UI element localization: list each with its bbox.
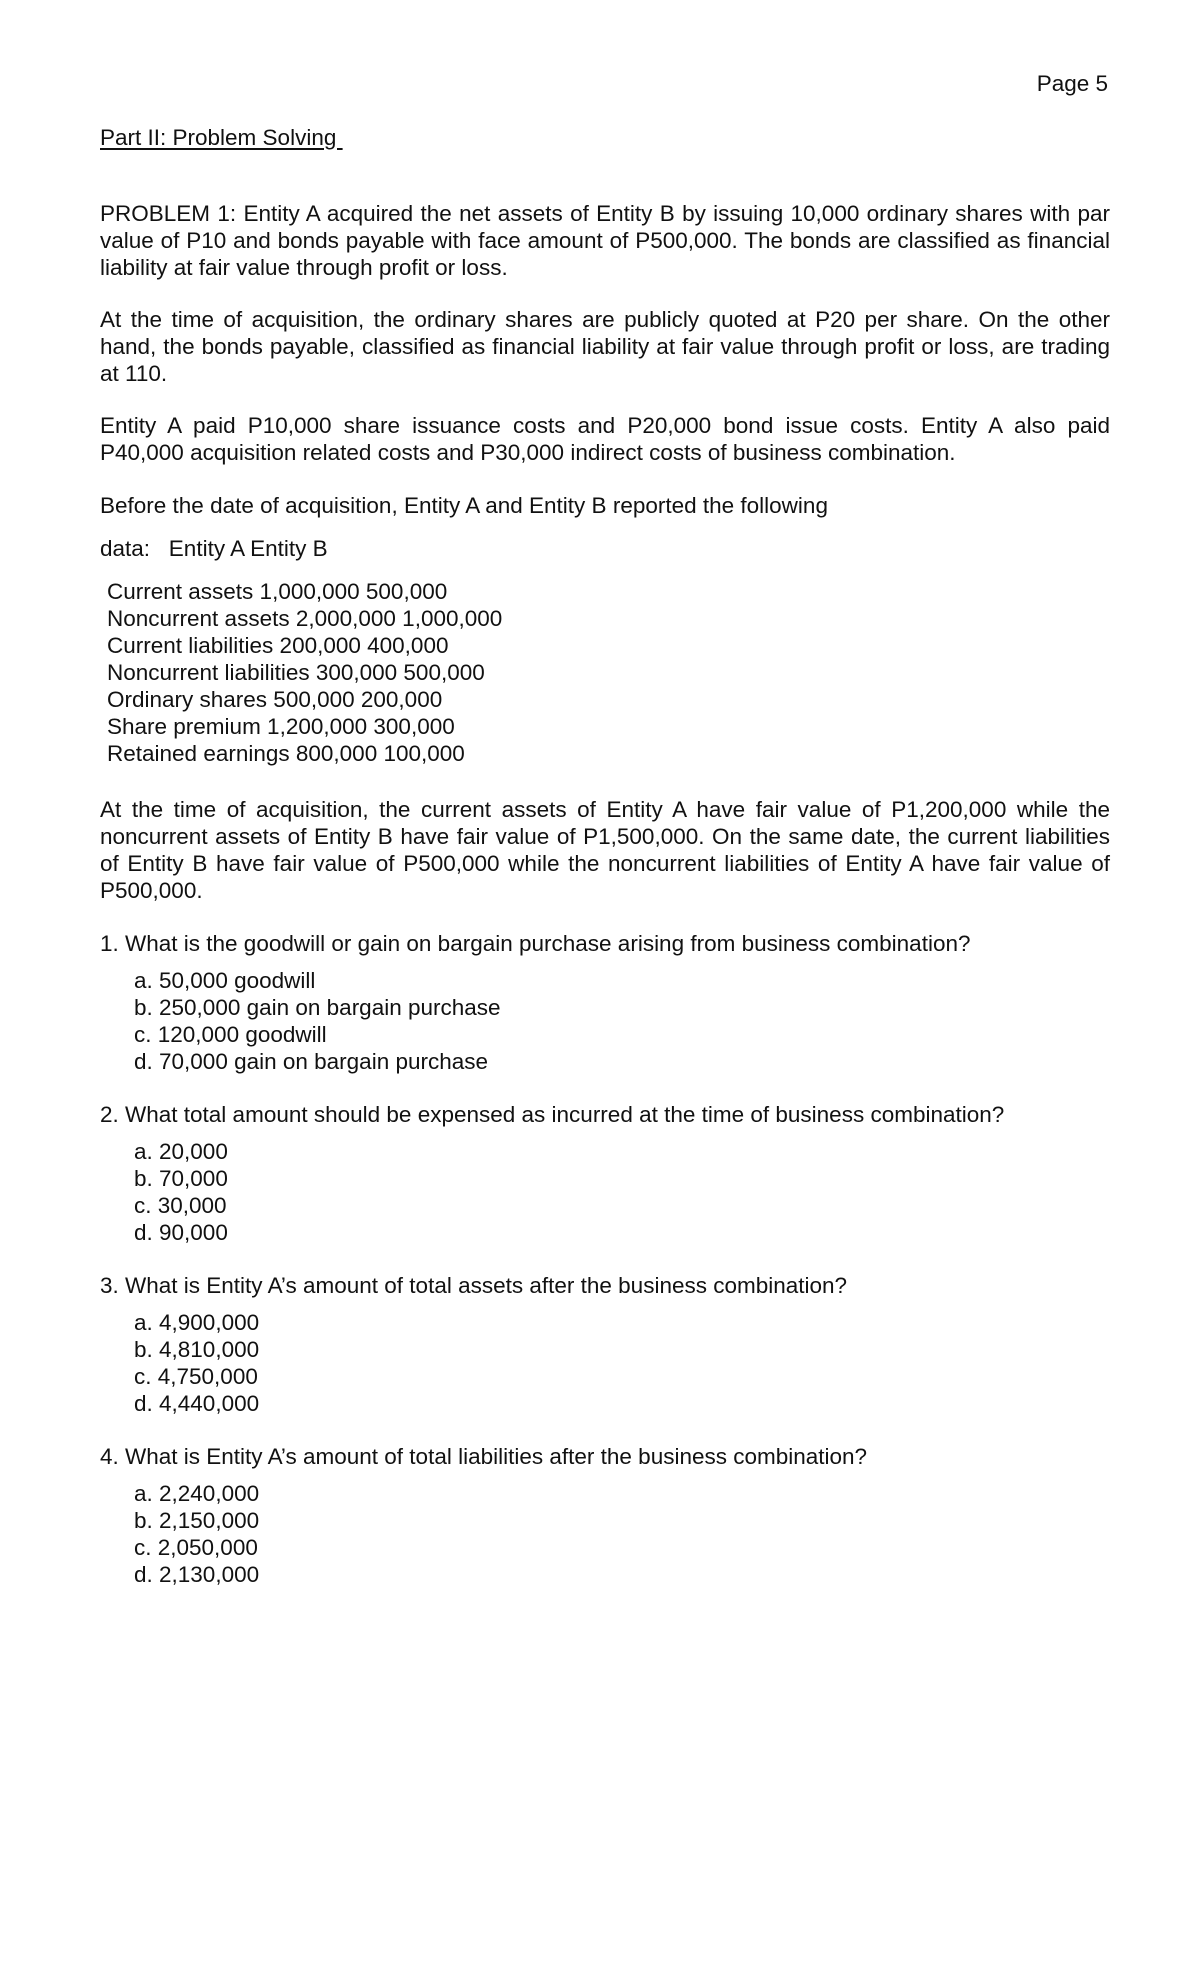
answer-option: d. 2,130,000 [134, 1562, 260, 1587]
answer-options [100, 1309, 1110, 1417]
problem-body [100, 200, 1110, 1614]
problem-paragraph: PROBLEM 1: Entity A acquired the net assets of Entity B by issuing 10,000 ordinary shares with par value of P10 and bonds payable with face amount of P500,000. The bonds are classified as financial liability at fair value through profit or loss. [100, 201, 1110, 280]
answer-option: c. 30,000 [134, 1193, 227, 1218]
question-2 [100, 1101, 1110, 1246]
answer-option: c. 4,750,000 [134, 1364, 258, 1389]
data-header: data: Entity A Entity B [100, 536, 328, 561]
page-number: Page 5 [1036, 71, 1108, 96]
question-4 [100, 1443, 1110, 1588]
answer-option: a. 2,240,000 [134, 1481, 260, 1506]
data-row: Noncurrent assets 2,000,000 1,000,000 [107, 606, 503, 631]
data-row: Noncurrent liabilities 300,000 500,000 [107, 660, 485, 685]
fair-value-paragraph: At the time of acquisition, the current assets of Entity A have fair value of P1,200,000 while the noncurrent assets of Entity B have fair value of P1,500,000. On the same date, the current liabilities of Entity B have fair value of P500,000 while the noncurrent liabilities of Entity A have fair value of P500,000. [100, 797, 1110, 903]
data-row: Current assets 1,000,000 500,000 [107, 579, 448, 604]
question-1 [100, 930, 1110, 1075]
answer-option: b. 250,000 gain on bargain purchase [134, 995, 501, 1020]
answer-options [100, 1138, 1110, 1246]
question-text: 2. What total amount should be expensed as incurred at the time of business combination? [100, 1102, 1005, 1127]
question-text: 3. What is Entity A’s amount of total assets after the business combination? [100, 1273, 848, 1298]
problem-paragraph: Entity A paid P10,000 share issuance costs and P20,000 bond issue costs. Entity A also paid P40,000 acquisition related costs and P30,000 indirect costs of business combination. [100, 413, 1110, 465]
question-text: 4. What is Entity A’s amount of total liabilities after the business combination? [100, 1444, 868, 1469]
problem-paragraph: At the time of acquisition, the ordinary shares are publicly quoted at P20 per share. On the other hand, the bonds payable, classified as financial liability at fair value through profit or loss, are trading at 110. [100, 307, 1110, 386]
financial-data-list [107, 578, 1110, 767]
question-text: 1. What is the goodwill or gain on bargain purchase arising from business combination? [100, 931, 971, 956]
answer-option: d. 70,000 gain on bargain purchase [134, 1049, 489, 1074]
answer-options [100, 1480, 1110, 1588]
answer-option: a. 20,000 [134, 1139, 228, 1164]
data-row: Share premium 1,200,000 300,000 [107, 714, 455, 739]
answer-option: c. 2,050,000 [134, 1535, 258, 1560]
data-row: Ordinary shares 500,000 200,000 [107, 687, 443, 712]
answer-option: a. 50,000 goodwill [134, 968, 316, 993]
answer-options [100, 967, 1110, 1075]
question-3 [100, 1272, 1110, 1417]
data-row: Retained earnings 800,000 100,000 [107, 741, 465, 766]
answer-option: c. 120,000 goodwill [134, 1022, 327, 1047]
answer-option: b. 4,810,000 [134, 1337, 260, 1362]
answer-option: b. 70,000 [134, 1166, 228, 1191]
answer-option: b. 2,150,000 [134, 1508, 260, 1533]
answer-option: d. 4,440,000 [134, 1391, 260, 1416]
data-row: Current liabilities 200,000 400,000 [107, 633, 449, 658]
problem-paragraph: Before the date of acquisition, Entity A and Entity B reported the following [100, 493, 828, 518]
answer-option: d. 90,000 [134, 1220, 228, 1245]
part-heading: Part II: Problem Solving [100, 125, 343, 150]
answer-option: a. 4,900,000 [134, 1310, 260, 1335]
